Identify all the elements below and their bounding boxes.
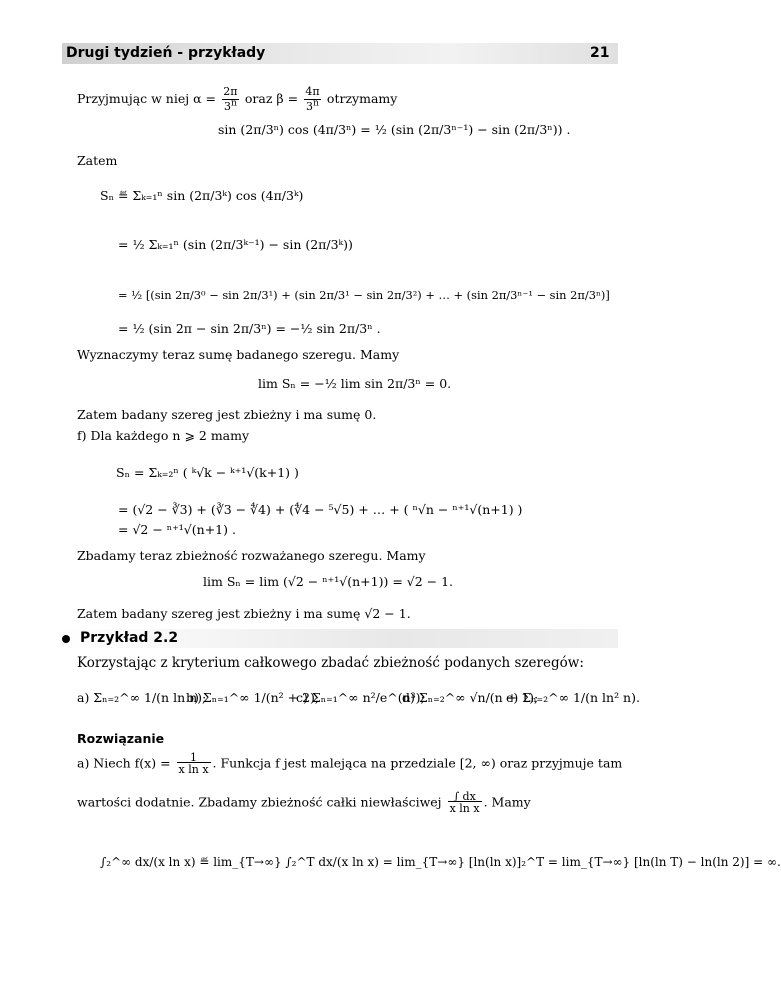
limit-1: lim Sₙ = −½ lim sin 2π/3ⁿ = 0.	[258, 376, 452, 391]
zatem-1: Zatem	[77, 153, 118, 168]
sn-line-3: = ½ [(sin 2π/3⁰ − sin 2π/3¹) + (sin 2π/3¹ − sin 2π/3²) + … + (sin 2π/3ⁿ⁻¹ − sin 2π/3ⁿ)]	[118, 288, 610, 302]
series-c: c) Σₙ₌₁^∞ n²/e^(n³);	[296, 690, 425, 705]
paragraph-6: Zatem badany szereg jest zbieżny i ma sumę √2 − 1.	[77, 606, 411, 621]
example-title: Przykład 2.2	[80, 630, 179, 646]
f-line-2: = (√2 − ∛3) + (∛3 − ∜4) + (∜4 − ⁵√5) + … + ( ⁿ√n − ⁿ⁺¹√(n+1) )	[118, 502, 523, 517]
sn-line-4: = ½ (sin 2π − sin 2π/3ⁿ) = −½ sin 2π/3ⁿ .	[118, 321, 381, 336]
intro-line: Przyjmując w niej α = 2π 3$^n$ oraz β = 4π 3$^n$ otrzymamy	[77, 85, 398, 113]
series-d: d) Σₙ₌₂^∞ √n/(n + 1);	[402, 690, 539, 705]
series-b: b) Σₙ₌₁^∞ 1/(n² + 2);	[186, 690, 320, 705]
solution-a-line-1: a) Niech f(x) = 1 x ln x . Funkcja f jest malejąca na przedziale [2, ∞) oraz przyjmuje tam	[77, 751, 623, 777]
sn-definition: Sₙ ≝ Σₖ₌₁ⁿ sin (2π/3ᵏ) cos (4π/3ᵏ)	[100, 188, 304, 203]
task-statement: Korzystając z kryterium całkowego zbadać zbieżność podanych szeregów:	[77, 655, 584, 671]
series-e: e) Σₙ₌₂^∞ 1/(n ln² n).	[506, 690, 640, 705]
bullet-icon	[62, 635, 70, 643]
paragraph-4: f) Dla każdego n ⩾ 2 mamy	[77, 428, 250, 443]
paragraph-2: Wyznaczymy teraz sumę badanego szeregu. Mamy	[77, 347, 400, 362]
f-line-3: = √2 − ⁿ⁺¹√(n+1) .	[118, 522, 236, 537]
paragraph-5: Zbadamy teraz zbieżność rozważanego szeregu. Mamy	[77, 548, 426, 563]
series-a: a) Σₙ₌₂^∞ 1/(n ln n);	[77, 690, 207, 705]
paragraph-3: Zatem badany szereg jest zbieżny i ma sumę 0.	[77, 407, 377, 422]
f-line-1: Sₙ = Σₖ₌₂ⁿ ( ᵏ√k − ᵏ⁺¹√(k+1) )	[116, 465, 299, 480]
solution-heading: Rozwiązanie	[77, 731, 165, 746]
sn-line-2: = ½ Σₖ₌₁ⁿ (sin (2π/3ᵏ⁻¹) − sin (2π/3ᵏ))	[118, 237, 353, 252]
final-equation: ∫₂^∞ dx/(x ln x) ≝ lim_{T→∞} ∫₂^T dx/(x ln x) = lim_{T→∞} [ln(ln x)]₂^T = lim_{T→∞} [ln(ln T) − ln(ln 2)] = ∞.	[100, 855, 781, 869]
page-number: 21	[590, 45, 610, 61]
chapter-title: Drugi tydzień - przykłady	[66, 45, 266, 61]
limit-2: lim Sₙ = lim (√2 − ⁿ⁺¹√(n+1)) = √2 − 1.	[203, 574, 454, 589]
solution-a-line-2: wartości dodatnie. Zbadamy zbieżność całki niewłaściwej ∫ dx x ln x . Mamy	[77, 790, 531, 816]
equation-1: sin (2π/3ⁿ) cos (4π/3ⁿ) = ½ (sin (2π/3ⁿ⁻¹) − sin (2π/3ⁿ)) .	[218, 122, 571, 137]
